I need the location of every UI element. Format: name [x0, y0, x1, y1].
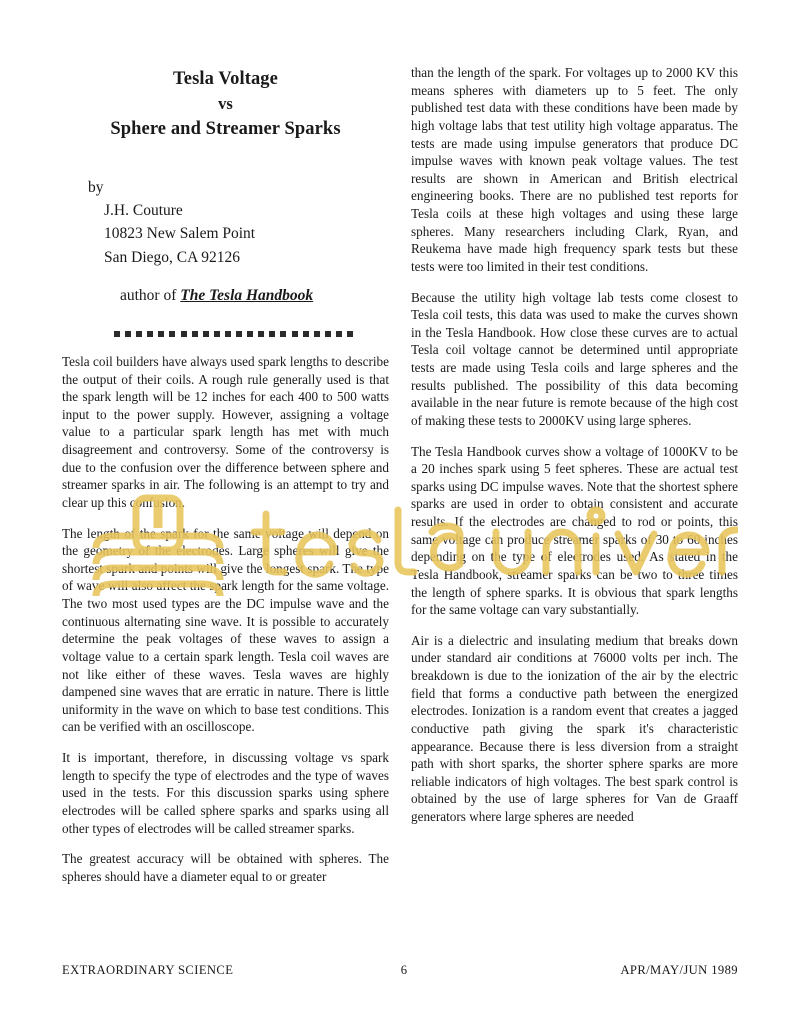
author-credit-prefix: author of — [120, 286, 181, 304]
body-paragraph: The Tesla Handbook curves show a voltage of 1000KV to be a 20 inches spark using 5 feet spheres. These are actual test sparks using DC impulse waves. Note that the shortest sphere sparks are used in order to obtain consistent and accurate results. If the electrodes are changed to rod or points, this same voltage can produce streamer sparks of 30 to 60 inches depending on the type of electrodes used. As stated in the Tesla Handbook, streamer sparks can be two to three times the length of sphere sparks. It is obvious that spark lengths for the same voltage can vary substantially. — [411, 443, 738, 618]
square-dot-divider — [62, 331, 389, 337]
body-paragraph: Tesla coil builders have always used spark lengths to describe the output of their coils. A rough rule generally used is that the spark length will be 12 inches for each 400 to 500 watts input to the power supply. However, assigning a voltage value to a particular spark length has met with much disagreement and controversy. Some of the controversy is due to the confusion over the difference between sphere and streamer sparks in air. The following is an attempt to try and clear up this confusion. — [62, 353, 389, 510]
divider-square — [114, 331, 120, 337]
body-paragraph: The length of the spark for the same voltage will depend on the geometry of the electrodes. Large spheres will give the shortest spark and points will give the longest spark. The type of wave will also affect the spark length for the same voltage. The two most used types are the DC impulse wave and the continuous alternating sine wave. It is possible to accurately determine the peak voltages of these waves to assign a voltage value to a certain spark length. Tesla coil waves are not like either of these waves. Tesla waves are highly dampened sine waves that are erratic in nature. There is little uniformity in the wave on which to base test conditions. This can be verified with an oscilloscope. — [62, 525, 389, 735]
divider-square — [192, 331, 198, 337]
footer-issue-date: APR/MAY/JUN 1989 — [620, 963, 738, 977]
divider-square — [347, 331, 353, 337]
divider-square — [303, 331, 309, 337]
divider-square — [169, 331, 175, 337]
author-credit — [62, 287, 389, 305]
divider-square — [158, 331, 164, 337]
body-paragraph: Because the utility high voltage lab tests come closest to Tesla coil tests, this data was used to make the curves shown in the Tesla Handbook. How close these curves are to actual Tesla coil voltage cannot be determined until appropriate tests are made using Tesla coils and large spheres and the results published. The possibility of this data becoming available in the near future is remote because of the high cost of making these tests to 2000KV using large spheres. — [411, 289, 738, 428]
two-column-layout — [62, 62, 738, 942]
book-title: The Tesla Handbook — [180, 286, 314, 304]
left-column — [62, 62, 389, 942]
page-footer — [62, 963, 738, 978]
divider-square — [258, 331, 264, 337]
article-title — [62, 66, 389, 142]
body-paragraph: than the length of the spark. For voltages up to 2000 KV this means spheres with diameters up to 5 feet. The only published test data with these conditions have been made by high voltage labs that test utility high voltage apparatus. The tests are made using impulse generators that produce DC impulse waves with known peak voltage values. The test results are shown in American and British electrical engineering books. There are no published test reports for Tesla coils at these high voltages and using these large spheres. Many researchers including Clark, Ryan, and Reukema have made high frequency spark tests but these tests were too limited in their test conditions. — [411, 65, 738, 274]
author-city-state-zip: San Diego, CA 92126 — [104, 248, 241, 266]
divider-square — [136, 331, 142, 337]
divider-square — [214, 331, 220, 337]
divider-square — [181, 331, 187, 337]
author-name: J.H. Couture — [104, 202, 183, 220]
footer-publication: EXTRAORDINARY SCIENCE — [62, 963, 234, 977]
divider-square — [147, 331, 153, 337]
divider-square — [280, 331, 286, 337]
divider-square — [314, 331, 320, 337]
divider-square — [325, 331, 331, 337]
divider-square — [292, 331, 298, 337]
divider-square — [203, 331, 209, 337]
title-line-1: Tesla Voltage — [173, 69, 278, 89]
footer-page-number: 6 — [400, 963, 408, 977]
author-byline — [62, 176, 389, 269]
divider-square — [336, 331, 342, 337]
by-label: by — [88, 178, 104, 196]
divider-square — [125, 331, 131, 337]
title-line-3: Sphere and Streamer Sparks — [110, 118, 341, 139]
right-column — [411, 62, 738, 942]
body-paragraph: It is important, therefore, in discussing voltage vs spark length to specify the type of electrodes and the type of waves used in the tests. For this discussion sparks using sphere electrodes will be called sphere sparks and sparks using all other types of electrodes will be called streamer sparks. — [62, 750, 389, 836]
divider-square — [247, 331, 253, 337]
body-paragraph: Air is a dielectric and insulating medium that breaks down under standard air conditions at 76000 volts per inch. The breakdown is due to the ionization of the air by the electric field that forms a conductive path between the energized electrodes. Ionization is a random event that creates a jagged conductive path giving the spark it's characteristic appearance. Because there is less diversion from a straight path with short sparks, the shorter sphere sparks are more reliable indicators of high voltages. The best spark control is obtained by the use of large spheres for Van de Graaff generators where large spheres are needed — [411, 632, 738, 824]
divider-square — [225, 331, 231, 337]
divider-square — [269, 331, 275, 337]
right-column-body — [411, 64, 738, 826]
author-street: 10823 New Salem Point — [104, 225, 256, 243]
divider-square — [236, 331, 242, 337]
title-line-2: vs — [218, 94, 233, 114]
body-paragraph: The greatest accuracy will be obtained with spheres. The spheres should have a diameter equal to or greater — [62, 851, 389, 884]
left-column-body — [62, 353, 389, 886]
